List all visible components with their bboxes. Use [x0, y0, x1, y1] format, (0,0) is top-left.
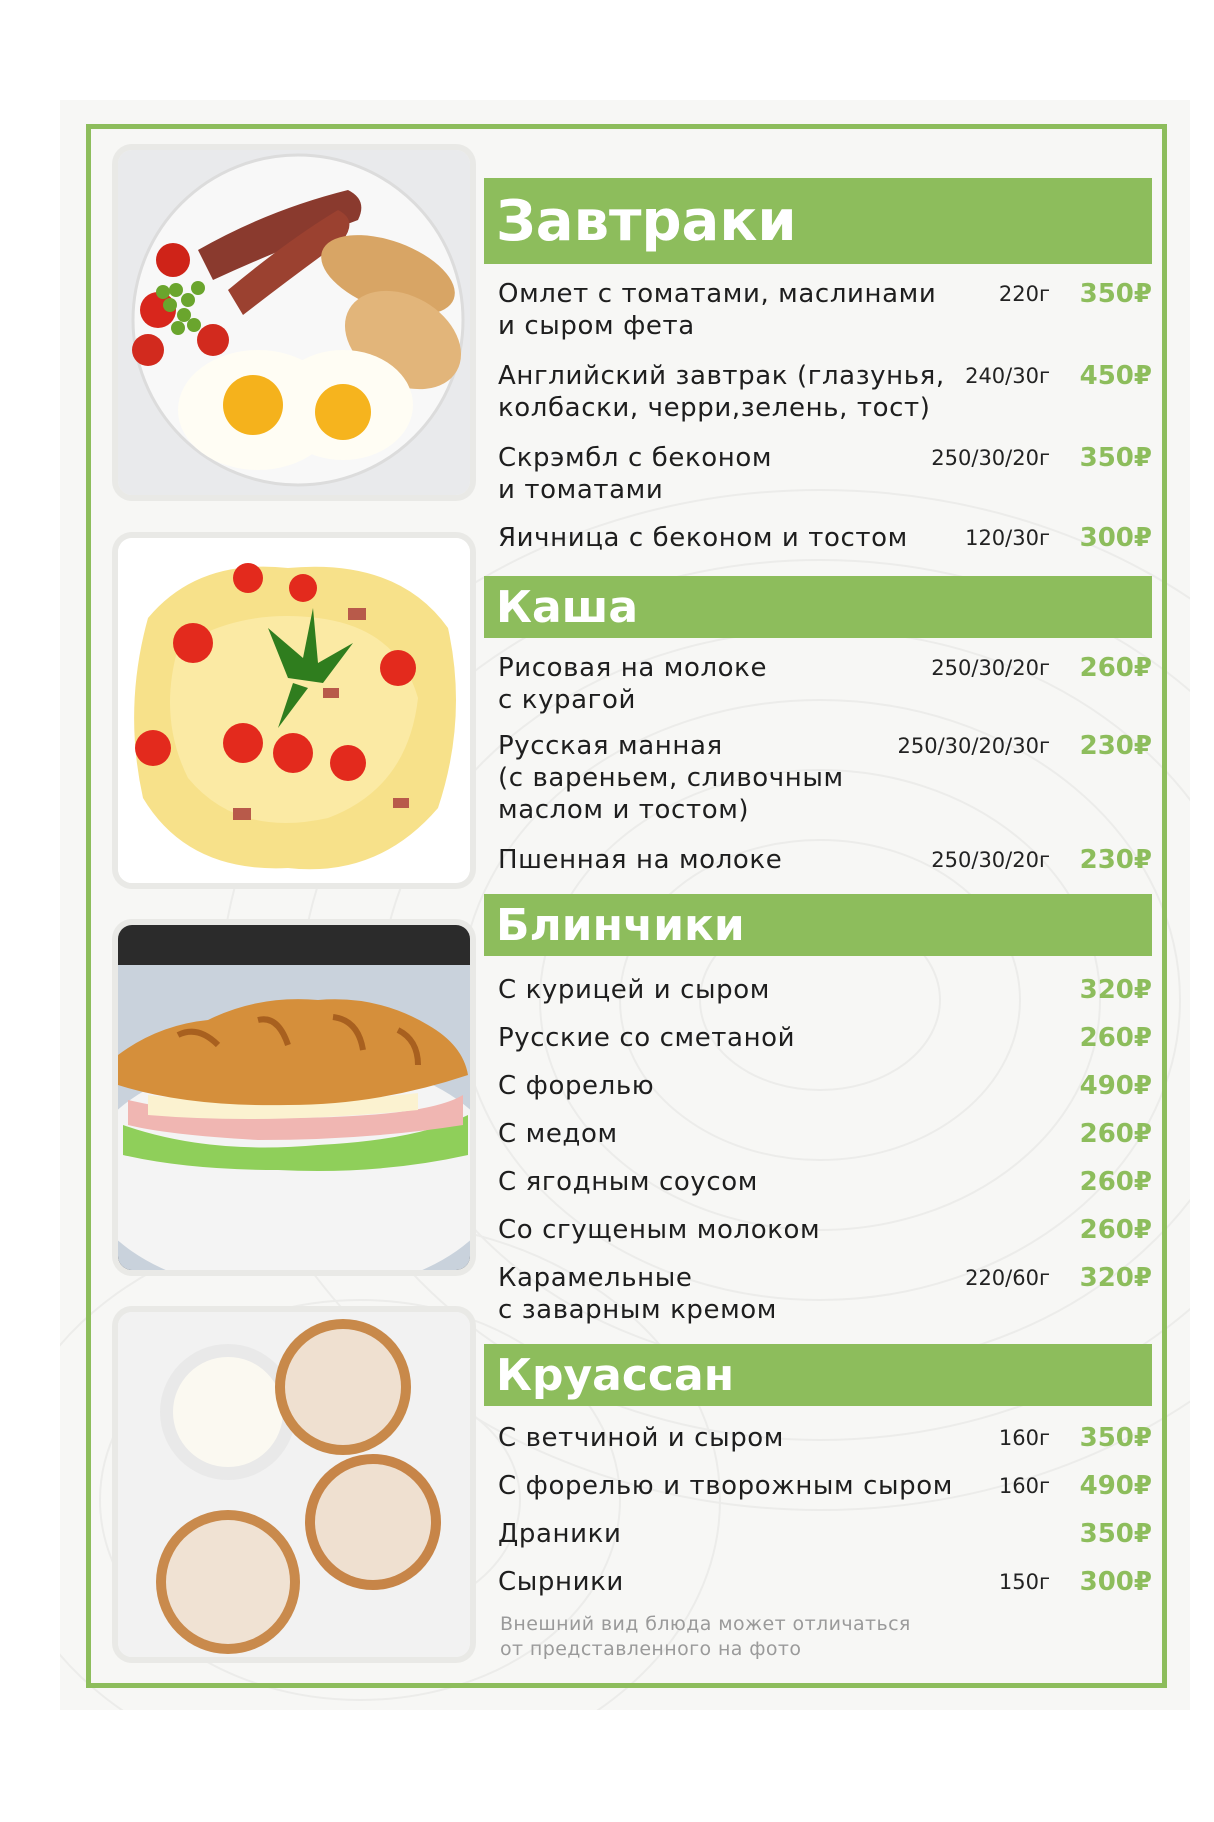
- menu-item: [498, 1070, 1152, 1118]
- item-price: 490₽: [1079, 1071, 1152, 1101]
- item-price: 350₽: [1079, 279, 1152, 309]
- item-weight: 250/30/20г: [931, 446, 1050, 470]
- menu-item: [498, 522, 1152, 562]
- syrniki-photo: [118, 1312, 470, 1657]
- section-croissant: [484, 1344, 1152, 1614]
- menu-item: [498, 652, 1152, 730]
- disclaimer-note: Внешний вид блюда может отличаться от представленного на фото: [500, 1613, 911, 1660]
- item-weight: 250/30/20г: [931, 656, 1050, 680]
- item-weight: 250/30/20/30г: [897, 734, 1050, 758]
- menu-item: [498, 442, 1152, 522]
- item-name: С форелью и творожным сыром: [498, 1471, 953, 1501]
- item-weight: 160г: [998, 1426, 1050, 1450]
- item-weight: 150г: [998, 1570, 1050, 1594]
- item-price: 350₽: [1079, 443, 1152, 473]
- item-name: Со сгущеным молоком: [498, 1215, 821, 1245]
- item-price: 230₽: [1079, 845, 1152, 875]
- menu-item: [498, 1262, 1152, 1332]
- item-name: Рисовая на молоке с курагой: [498, 653, 768, 715]
- item-name: Омлет с томатами, маслинами и сыром фета: [498, 279, 937, 341]
- item-weight: 240/30г: [965, 364, 1050, 388]
- menu-item: [498, 844, 1152, 884]
- scrambled-eggs-photo: [118, 538, 470, 883]
- item-price: 300₽: [1079, 1567, 1152, 1597]
- section-title: Завтраки: [484, 178, 1152, 264]
- item-name: Карамельные с заварным кремом: [498, 1263, 778, 1325]
- menu-item: [498, 1470, 1152, 1518]
- item-name: Скрэмбл с беконом и томатами: [498, 443, 773, 505]
- section-title: Каша: [484, 576, 1152, 638]
- item-price: 260₽: [1079, 1215, 1152, 1245]
- item-price: 350₽: [1079, 1423, 1152, 1453]
- item-name: Драники: [498, 1519, 622, 1549]
- item-price: 300₽: [1079, 523, 1152, 553]
- english-breakfast-photo: [118, 150, 470, 495]
- item-weight: 160г: [998, 1474, 1050, 1498]
- item-price: 350₽: [1079, 1519, 1152, 1549]
- item-price: 320₽: [1079, 1263, 1152, 1293]
- menu-item: [498, 1566, 1152, 1614]
- menu-item: [498, 730, 1152, 844]
- item-name: Яичница с беконом и тостом: [498, 523, 908, 553]
- item-name: Пшенная на молоке: [498, 845, 783, 875]
- section-title: Круассан: [484, 1344, 1152, 1406]
- menu-item: [498, 1022, 1152, 1070]
- item-price: 490₽: [1079, 1471, 1152, 1501]
- item-name: Сырники: [498, 1567, 624, 1597]
- item-name: С курицей и сыром: [498, 975, 770, 1005]
- item-weight: 220/60г: [965, 1266, 1050, 1290]
- item-name: С ветчиной и сыром: [498, 1423, 785, 1453]
- item-name: Русская манная (с вареньем, сливочным маслом и тостом): [498, 731, 844, 825]
- menu-item: [498, 974, 1152, 1022]
- item-price: 450₽: [1079, 361, 1152, 391]
- menu-item: [498, 1166, 1152, 1214]
- item-name: С ягодным соусом: [498, 1167, 759, 1197]
- croissant-sandwich-photo: [118, 925, 470, 1270]
- menu-item: [498, 1214, 1152, 1262]
- item-price: 260₽: [1079, 653, 1152, 683]
- item-weight: 250/30/20г: [931, 848, 1050, 872]
- menu-item: [498, 1422, 1152, 1470]
- item-name: Русские со сметаной: [498, 1023, 796, 1053]
- item-price: 320₽: [1079, 975, 1152, 1005]
- menu-item: [498, 278, 1152, 360]
- menu-item: [498, 1118, 1152, 1166]
- section-title: Блинчики: [484, 894, 1152, 956]
- item-name: С медом: [498, 1119, 618, 1149]
- section-pancakes: [484, 894, 1152, 1332]
- menu-item: [498, 360, 1152, 442]
- item-price: 230₽: [1079, 731, 1152, 761]
- item-price: 260₽: [1079, 1119, 1152, 1149]
- menu-item: [498, 1518, 1152, 1566]
- section-porridge: [484, 576, 1152, 884]
- item-name: С форелью: [498, 1071, 655, 1101]
- item-weight: 220г: [998, 282, 1050, 306]
- item-price: 260₽: [1079, 1023, 1152, 1053]
- item-price: 260₽: [1079, 1167, 1152, 1197]
- item-weight: 120/30г: [965, 526, 1050, 550]
- item-name: Английский завтрак (глазунья, колбаски, черри,зелень, тост): [498, 361, 945, 423]
- section-breakfasts: [484, 178, 1152, 562]
